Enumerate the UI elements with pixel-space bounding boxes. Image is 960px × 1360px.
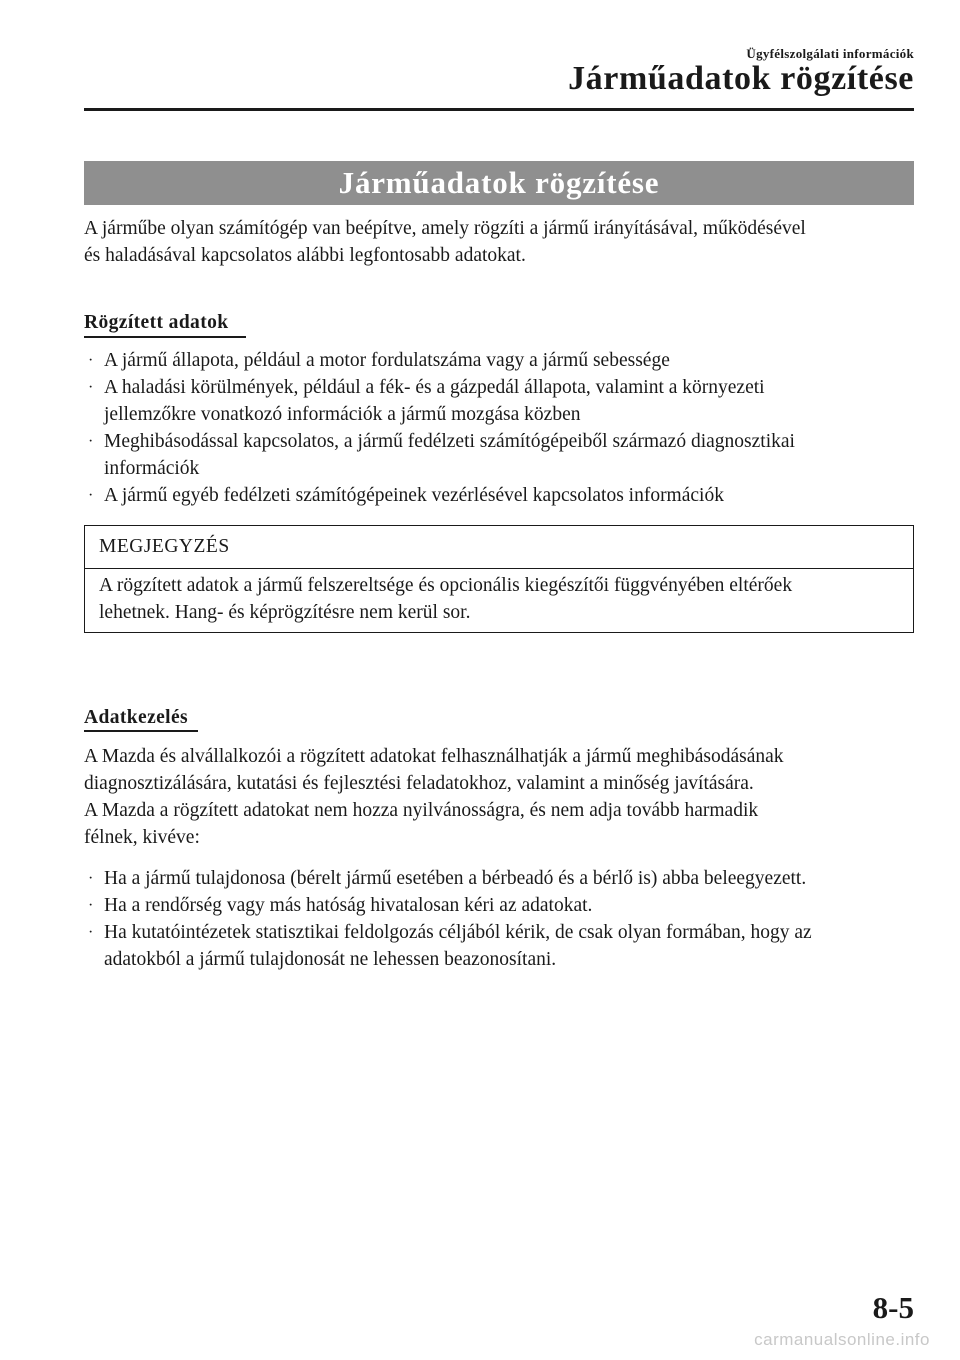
- recorded-heading-underline: [84, 336, 246, 338]
- list-item-text: Meghibásodással kapcsolatos, a jármű fedélzeti számítógépeiből származó diagnosztikai: [104, 431, 795, 452]
- intro-line: A járműbe olyan számítógép van beépítve, amely rögzíti a jármű irányításával, működésével: [84, 218, 806, 239]
- paragraph-line: A Mazda a rögzített adatokat nem hozza nyilvánosságra, és nem adja tovább harmadik: [84, 800, 759, 821]
- bullet-icon: ·: [88, 352, 94, 369]
- list-item-text: A jármű állapota, például a motor fordulatszáma vagy a jármű sebessége: [104, 350, 670, 371]
- list-item-text: jellemzőkre vonatkozó információk a jármű mozgása közben: [104, 404, 581, 425]
- header-rule: [84, 108, 914, 111]
- paragraph-line: félnek, kivéve:: [84, 827, 200, 848]
- list-item: [84, 892, 920, 919]
- data-handling-paragraph: [84, 743, 914, 851]
- list-item: [84, 865, 920, 892]
- bullet-icon: ·: [88, 433, 94, 450]
- title-banner: [84, 161, 914, 205]
- bullet-icon: ·: [88, 379, 94, 396]
- list-item-text: információk: [104, 458, 200, 479]
- data-handling-heading: Adatkezelés: [84, 707, 189, 728]
- note-line: A rögzített adatok a jármű felszereltsége és opcionális kiegészítői függvényében eltérőek: [99, 575, 793, 596]
- intro-line: és haladásával kapcsolatos alábbi legfontosabb adatokat.: [84, 245, 526, 266]
- note-divider: [85, 568, 913, 569]
- watermark: carmanualsonline.info: [754, 1330, 930, 1349]
- list-item-text: Ha a rendőrség vagy más hatóság hivatalosan kéri az adatokat.: [104, 895, 593, 916]
- note-text: [99, 572, 903, 626]
- bullet-icon: ·: [88, 487, 94, 504]
- page-number: 8-5: [872, 1290, 914, 1325]
- list-item-text: adatokból a jármű tulajdonosát ne lehessen beazonosítani.: [104, 949, 557, 970]
- bullet-icon: ·: [88, 870, 94, 887]
- bullet-icon: ·: [88, 897, 94, 914]
- paragraph-line: diagnosztizálására, kutatási és fejlesztési feladatokhoz, valamint a minőség javítására.: [84, 773, 754, 794]
- recorded-heading: Rögzített adatok: [84, 312, 229, 333]
- note-title: MEGJEGYZÉS: [99, 536, 230, 557]
- list-item-text: A haladási körülmények, például a fék- és a gázpedál állapota, valamint a környezeti: [104, 377, 765, 398]
- bullet-icon: ·: [88, 924, 94, 941]
- list-item: [84, 919, 920, 973]
- page-title: Járműadatok rögzítése: [338, 165, 660, 200]
- data-handling-heading-underline: [84, 730, 198, 732]
- note-line: lehetnek. Hang- és képrögzítésre nem kerül sor.: [99, 602, 471, 623]
- list-item: [84, 374, 920, 428]
- header-section: Ügyfélszolgálati információk: [746, 46, 914, 61]
- list-item-text: A jármű egyéb fedélzeti számítógépeinek vezérlésével kapcsolatos információk: [104, 485, 724, 506]
- list-item: [84, 482, 920, 509]
- list-item-text: Ha a jármű tulajdonosa (bérelt jármű esetében a bérbeadó és a bérlő is) abba beleegyezett.: [104, 868, 807, 889]
- intro-paragraph: [84, 215, 914, 269]
- header-title: Járműadatok rögzítése: [568, 60, 914, 97]
- list-item: [84, 347, 920, 374]
- paragraph-line: A Mazda és alvállalkozói a rögzített adatokat felhasználhatják a jármű meghibásodásának: [84, 746, 784, 767]
- list-item: [84, 428, 920, 482]
- exceptions-list: [84, 865, 920, 973]
- list-item-text: Ha kutatóintézetek statisztikai feldolgozás céljából kérik, de csak olyan formában, hogy az: [104, 922, 812, 943]
- recorded-list: [84, 347, 920, 509]
- note-box: [84, 525, 914, 633]
